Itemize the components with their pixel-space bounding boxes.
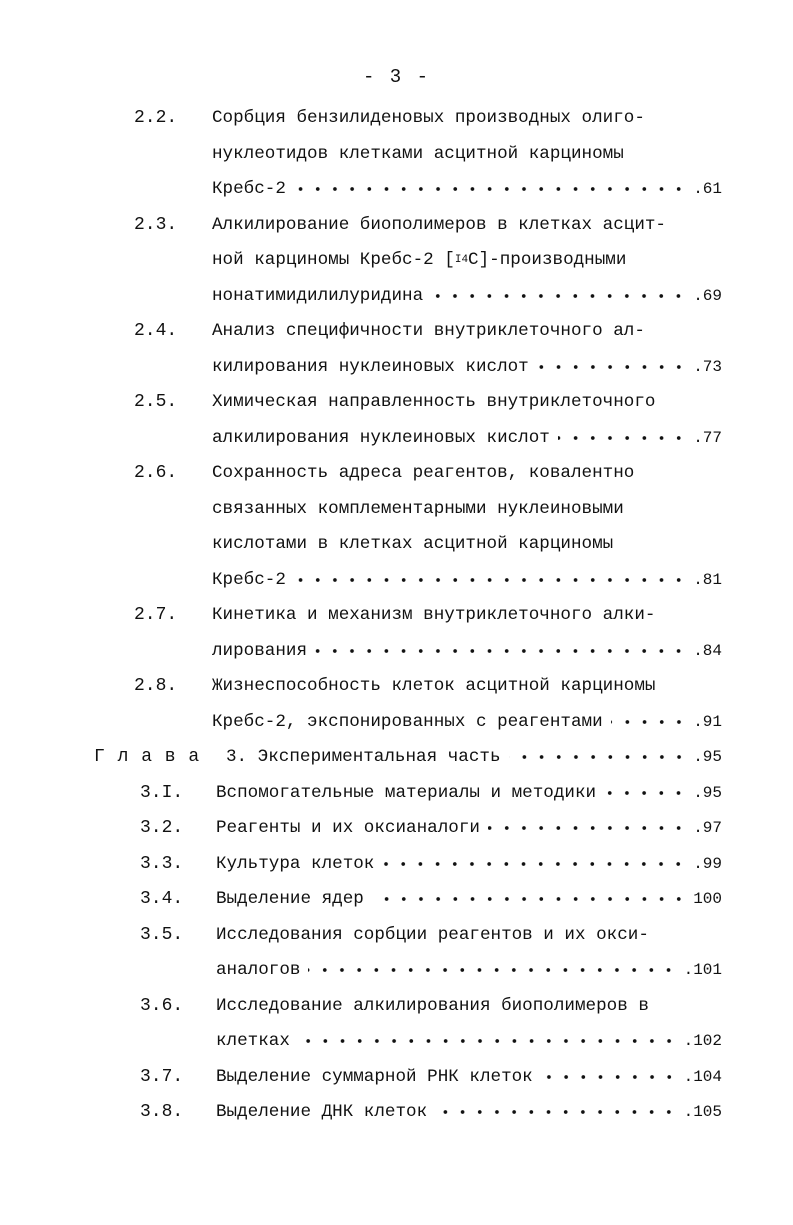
- title-text: клетках: [216, 1031, 290, 1051]
- title-text: Культура клеток: [216, 853, 375, 874]
- section-title: [226, 742, 722, 772]
- page-ref: .81: [693, 570, 722, 589]
- toc-line: [0, 884, 793, 914]
- section-title: [216, 884, 722, 914]
- section-title: [212, 352, 722, 382]
- title-text: килирования нуклеиновых кислот: [212, 356, 529, 377]
- dot-leader: [435, 1097, 681, 1127]
- section-title: [216, 778, 722, 808]
- page-ref: .101: [683, 961, 722, 979]
- toc-line: [0, 174, 793, 204]
- title-text: Алкилирование биополимеров в клетках асцит-: [212, 214, 666, 235]
- toc-line: [0, 565, 793, 595]
- section-number: 2.6.: [134, 463, 178, 483]
- page-ref: .99: [693, 854, 722, 873]
- section-title: [212, 281, 722, 311]
- section-title: [212, 458, 634, 488]
- title-text: алкилирования нуклеиновых кислот: [212, 427, 550, 448]
- title-text: кислотами в клетках асцитной карциномы: [212, 534, 614, 554]
- toc-line: [0, 778, 793, 808]
- title-text: 3. Экспериментальная часть: [226, 747, 501, 767]
- title-text: Кинетика и механизм внутриклеточного алки-: [212, 605, 656, 625]
- toc-line: [0, 1097, 793, 1127]
- section-title: [212, 529, 613, 559]
- section-number: 2.4.: [134, 321, 178, 341]
- section-number: 3.3.: [140, 853, 184, 874]
- section-title: [212, 671, 655, 701]
- toc-line: [0, 494, 793, 524]
- toc-line: [0, 849, 793, 879]
- page-ref: .95: [693, 748, 722, 766]
- page-ref: .97: [693, 819, 722, 837]
- dot-leader: [537, 352, 691, 382]
- page-ref: .61: [693, 180, 722, 198]
- toc-line: [0, 636, 793, 666]
- section-number: 3.7.: [140, 1066, 184, 1087]
- toc-line: [0, 281, 793, 311]
- chapter-label: Г л а в а: [94, 747, 201, 767]
- toc-line: [0, 920, 793, 950]
- section-title: [216, 920, 649, 950]
- toc-line: [0, 991, 793, 1021]
- section-title: [212, 565, 722, 595]
- title-text: Реагенты и их оксианалоги: [216, 818, 480, 838]
- dot-leader: [315, 636, 691, 666]
- toc-line: [0, 352, 793, 382]
- title-text: Выделение суммарной РНК клеток: [216, 1066, 533, 1087]
- toc-line: [0, 671, 793, 701]
- page-ref: .95: [693, 783, 722, 802]
- title-text: Исследования сорбции реагентов и их окси-: [216, 924, 649, 945]
- toc-line: [0, 210, 793, 240]
- title-text: Исследование алкилирования биополимеров в: [216, 995, 649, 1016]
- title-text: Выделение ДНК клеток: [216, 1102, 428, 1122]
- toc-line: [0, 1026, 793, 1056]
- toc-line: [0, 139, 793, 169]
- page-ref: .69: [693, 286, 722, 305]
- section-number: 3.2.: [140, 818, 184, 838]
- section-title: [216, 849, 722, 879]
- toc-line: [0, 387, 793, 417]
- section-title: [212, 423, 722, 453]
- title-text: Кребс-2: [212, 179, 286, 199]
- dot-leader: [558, 423, 691, 453]
- section-title: [212, 494, 624, 524]
- page-ref: .105: [683, 1103, 722, 1121]
- title-text: C]-производными: [468, 250, 627, 270]
- toc-line: [0, 423, 793, 453]
- toc-line: [0, 742, 793, 772]
- section-title: [212, 245, 626, 275]
- toc-line: [0, 316, 793, 346]
- title-text: Сохранность адреса реагентов, ковалентно: [212, 463, 635, 483]
- section-title: [212, 174, 722, 204]
- section-title: [212, 103, 645, 133]
- title-text: Кребс-2, экспонированных с реагентами: [212, 711, 603, 732]
- section-title: [216, 1097, 722, 1127]
- page-ref: .91: [693, 712, 722, 731]
- section-title: [212, 636, 722, 666]
- section-title: [212, 600, 655, 630]
- dot-leader: [294, 565, 691, 595]
- section-number: 2.5.: [134, 392, 178, 412]
- title-text: Анализ специфичности внутриклеточного ал-: [212, 321, 645, 341]
- section-number: 3.4.: [140, 889, 184, 909]
- section-title: [216, 991, 649, 1021]
- dot-leader: [604, 778, 691, 808]
- page-number: - 3 -: [362, 66, 430, 88]
- section-number: 3.I.: [140, 782, 184, 803]
- page-ref: .84: [693, 641, 722, 660]
- section-number: 3.6.: [140, 995, 184, 1016]
- dot-leader: [294, 174, 691, 204]
- page-ref: .77: [693, 428, 722, 447]
- section-title: [212, 316, 645, 346]
- isotope-superscript: I4: [454, 254, 469, 266]
- title-text: Сорбция бензилиденовых производных олиго-: [212, 108, 645, 128]
- toc-line: [0, 103, 793, 133]
- dot-leader: [509, 742, 692, 772]
- dot-leader: [298, 1026, 682, 1056]
- title-text: нуклеотидов клетками асцитной карциномы: [212, 143, 624, 164]
- dot-leader: [488, 813, 691, 843]
- section-number: 2.8.: [134, 676, 178, 696]
- toc-line: [0, 529, 793, 559]
- dot-leader: [541, 1062, 682, 1092]
- page-ref: .104: [683, 1067, 722, 1086]
- toc-line: [0, 1062, 793, 1092]
- dot-leader: [308, 955, 681, 985]
- title-text: Кребс-2: [212, 569, 286, 590]
- section-title: [212, 707, 722, 737]
- title-text: ной карциномы Кребс-2 [: [212, 250, 455, 270]
- page-ref: .102: [683, 1032, 722, 1050]
- section-title: [212, 210, 666, 240]
- title-text: Выделение ядер: [216, 889, 364, 909]
- toc-line: [0, 600, 793, 630]
- toc-line: [0, 813, 793, 843]
- title-text: лирования: [212, 640, 308, 661]
- section-number: 3.8.: [140, 1102, 184, 1122]
- section-number: 3.5.: [140, 924, 184, 945]
- title-text: Жизнеспособность клеток асцитной карциномы: [212, 676, 656, 696]
- dot-leader: [382, 849, 691, 879]
- title-text: нонатимидилилуридина: [212, 285, 424, 306]
- section-title: [216, 955, 722, 985]
- toc-line: [0, 458, 793, 488]
- section-number: 2.7.: [134, 605, 178, 625]
- section-number: 2.3.: [134, 214, 178, 235]
- toc-line: [0, 955, 793, 985]
- section-title: [216, 1026, 722, 1056]
- section-title: [212, 139, 624, 169]
- toc-line: [0, 707, 793, 737]
- dot-leader: [611, 707, 692, 737]
- section-title: [216, 1062, 722, 1092]
- section-title: [212, 387, 655, 417]
- section-number: 2.2.: [134, 108, 178, 128]
- section-title: [216, 813, 722, 843]
- title-text: связанных комплементарными нуклеиновыми: [212, 498, 624, 519]
- dot-leader: [431, 281, 691, 311]
- page-ref: 100: [693, 890, 722, 908]
- title-text: Химическая направленность внутриклеточного: [212, 392, 656, 412]
- toc-line: [0, 245, 793, 275]
- dot-leader: [372, 884, 691, 914]
- page-ref: .73: [693, 357, 722, 376]
- title-text: аналогов: [216, 960, 301, 980]
- title-text: Вспомогательные материалы и методики: [216, 782, 597, 803]
